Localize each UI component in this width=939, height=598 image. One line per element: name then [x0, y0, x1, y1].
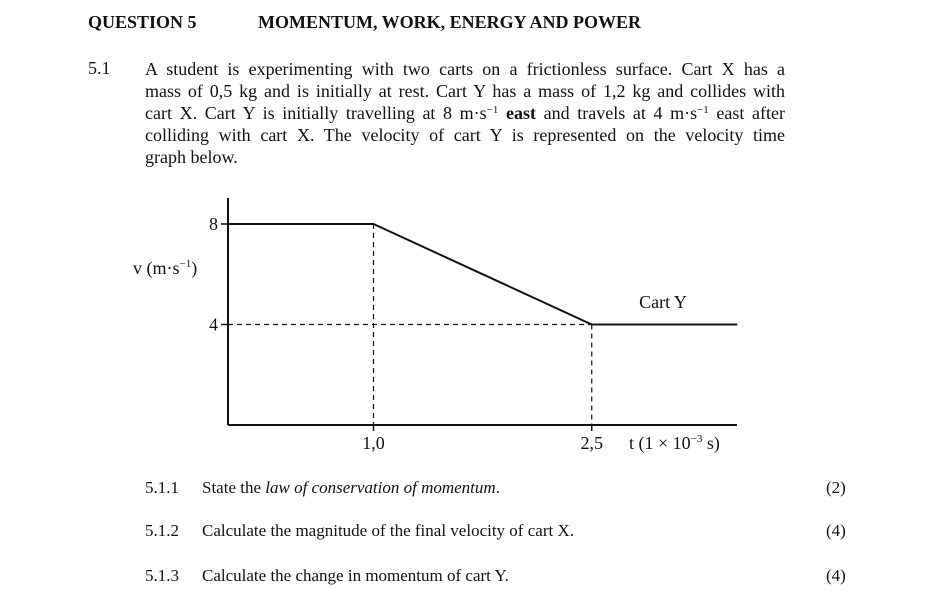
paragraph-line-5: graph below. — [145, 147, 238, 167]
subquestion-marks-3: (4) — [826, 566, 846, 585]
line3-sup2: −1 — [697, 104, 709, 116]
graph-axes — [221, 198, 737, 431]
y-axis-label-tail: ) — [191, 258, 198, 278]
line3-part2: and travels at 4 m·s — [536, 103, 698, 123]
subquestion-number-2: 5.1.2 — [145, 521, 179, 540]
subquestion-text-2: Calculate the magnitude of the final velocity of cart X. — [202, 521, 574, 540]
line3-part3: east after — [708, 103, 786, 123]
y-axis-label-sup: −1 — [179, 258, 192, 270]
question-heading: MOMENTUM, WORK, ENERGY AND POWER — [258, 12, 642, 32]
line3-part1: cart X. Cart Y is initially travelling at 8 m·s — [145, 103, 487, 123]
subquestion-marks-2: (4) — [826, 521, 846, 540]
line3-bold-east: east — [506, 103, 537, 123]
subquestion-number-1: 5.1.1 — [145, 478, 179, 497]
x-tick-label-1: 2,5 — [580, 433, 603, 453]
section-number: 5.1 — [88, 58, 111, 78]
graph-labels — [133, 214, 720, 454]
subquestion-1-prefix: State the — [202, 478, 266, 497]
series-label: Cart Y — [639, 292, 687, 312]
paragraph-line-4: colliding with cart X. The velocity of cart Y is represented on the velocity time — [145, 125, 785, 145]
question-number: QUESTION 5 — [88, 12, 197, 32]
y-tick-label-0: 8 — [209, 214, 218, 234]
subquestion-text-3: Calculate the change in momentum of cart Y. — [202, 566, 509, 585]
subquestion-number-3: 5.1.3 — [145, 566, 179, 585]
subquestion-marks-1: (2) — [826, 478, 846, 497]
y-axis-label-main: v (m·s — [133, 258, 180, 278]
paragraph-line-2: mass of 0,5 kg and is initially at rest. Cart Y has a mass of 1,2 kg and collides with — [145, 81, 785, 101]
x-axis-label-tail: s) — [702, 433, 720, 453]
graph-guides — [228, 224, 592, 425]
y-tick-label-1: 4 — [209, 314, 218, 335]
x-tick-label-0: 1,0 — [362, 433, 385, 453]
x-axis-label-sup: −3 — [690, 433, 703, 445]
line3-sup1: −1 — [486, 104, 499, 116]
subquestion-text-1 — [202, 478, 500, 498]
x-axis-label — [629, 433, 720, 454]
subquestion-1-suffix: . — [495, 478, 500, 497]
x-axis-label-main: t (1 × 10 — [629, 433, 691, 453]
subquestion-1-italic: law of conservation of momentum — [265, 478, 496, 497]
paragraph-line-1: A student is experimenting with two carts on a frictionless surface. Cart X has a — [145, 59, 785, 79]
y-axis-label — [133, 258, 197, 279]
